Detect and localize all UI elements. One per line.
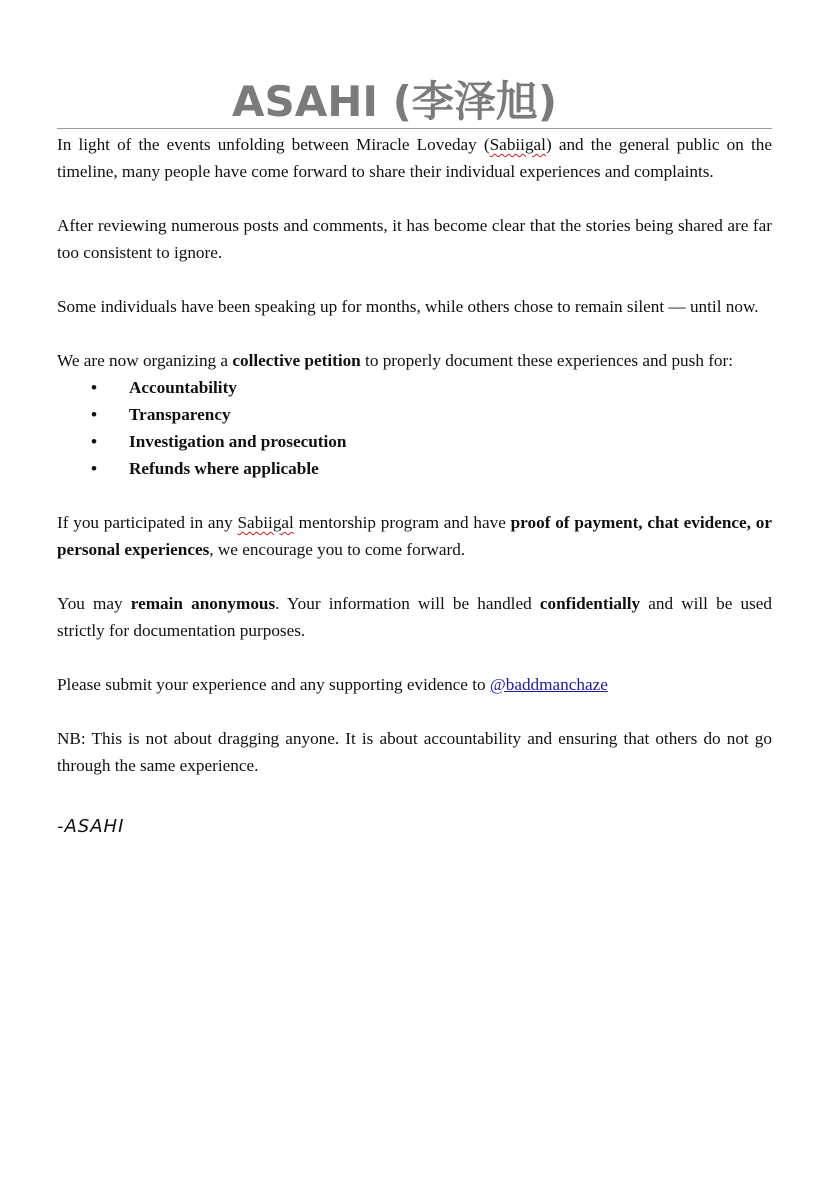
anonymity-text-start: You may <box>57 594 131 613</box>
paragraph-note: NB: This is not about dragging anyone. It is about accountability and ensuring that others do not go through the same experience. <box>57 729 772 775</box>
participation-text-start: If you participated in any <box>57 513 238 532</box>
bullet-icon: • <box>91 405 98 424</box>
paragraph-submission <box>57 671 772 698</box>
document-title: ASAHI (李泽旭) <box>232 77 558 126</box>
intro-text-end: ) and the general public on the timeline, many people have come forward to share their individual experiences and complaints. <box>57 135 772 181</box>
paragraph-anonymity <box>57 590 772 644</box>
submission-text: Please submit your experience and any supporting evidence to <box>57 675 490 694</box>
demand-label: Investigation and prosecution <box>129 432 347 451</box>
paragraph-petition <box>57 347 772 374</box>
sabiigal-name: Sabiigal <box>489 135 546 154</box>
demands-list <box>57 374 772 482</box>
submission-handle-link[interactable]: @baddmanchaze <box>489 675 608 694</box>
bullet-icon: • <box>91 378 98 397</box>
paragraph-participation <box>57 509 772 563</box>
petition-emphasis: collective petition <box>232 351 361 370</box>
confidential-emphasis: confidentially <box>539 594 641 613</box>
title-divider <box>57 128 772 129</box>
anonymity-text-end: and will be used strictly for documentation purposes. <box>57 594 772 640</box>
anonymity-text-middle: . Your information will be handled <box>275 594 540 613</box>
signature: -ASAHI <box>57 816 125 837</box>
anonymous-emphasis: remain anonymous <box>130 594 276 613</box>
list-item <box>57 455 772 482</box>
bullet-icon: • <box>91 432 98 451</box>
paragraph-review: After reviewing numerous posts and comments, it has become clear that the stories being shared are far too consistent to ignore. <box>57 216 772 262</box>
list-item <box>57 401 772 428</box>
demand-label: Refunds where applicable <box>129 459 319 478</box>
paragraph-intro <box>57 131 772 185</box>
bullet-icon: • <box>91 459 98 478</box>
intro-text-start: In light of the events unfolding between Miracle Loveday ( <box>57 135 490 154</box>
sabiigal-name: Sabiigal <box>237 513 294 532</box>
document-body <box>57 131 772 806</box>
participation-text-middle: mentorship program and have <box>293 513 511 532</box>
demand-label: Accountability <box>129 378 237 397</box>
participation-text-end: , we encourage you to come forward. <box>209 540 466 559</box>
petition-text-start: We are now organizing a <box>57 351 233 370</box>
petition-text-end: to properly document these experiences and push for: <box>360 351 734 370</box>
demand-label: Transparency <box>129 405 231 424</box>
participation-emphasis: proof of payment, chat evidence, or personal experiences <box>57 513 772 559</box>
list-item <box>57 428 772 455</box>
list-item <box>57 374 772 401</box>
paragraph-speaking-up: Some individuals have been speaking up for months, while others chose to remain silent — until now. <box>57 297 759 316</box>
